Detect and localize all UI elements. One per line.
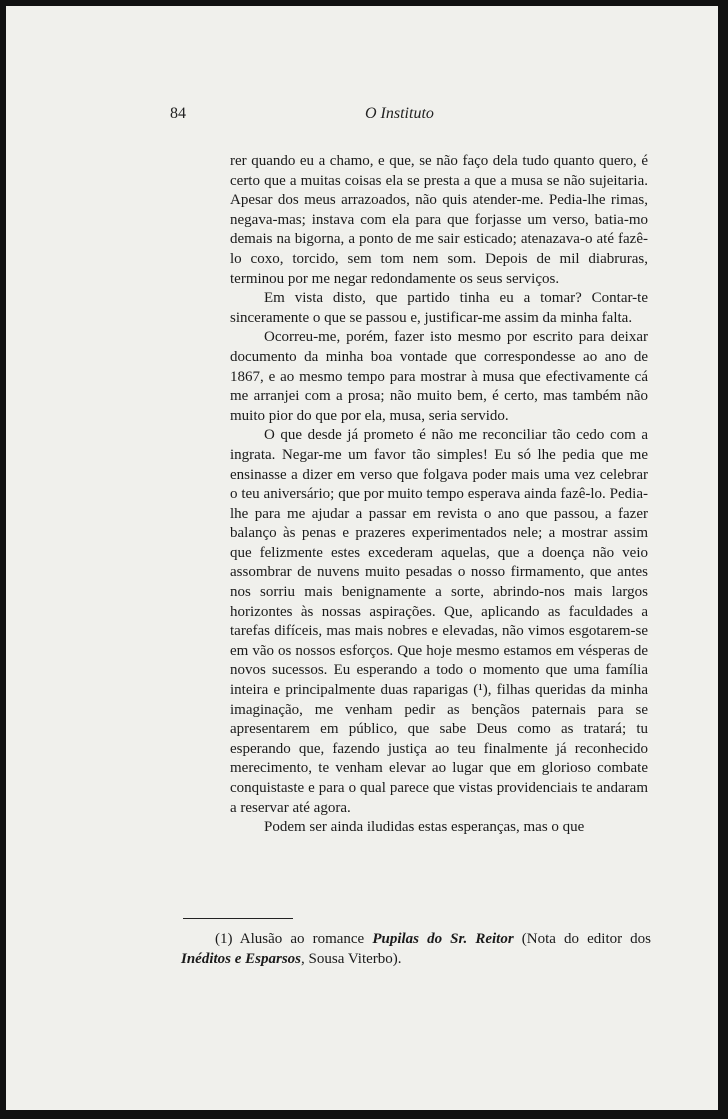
footnote-rule xyxy=(183,918,293,919)
page xyxy=(6,6,718,1110)
page-number: 84 xyxy=(170,105,186,122)
running-title: O Instituto xyxy=(365,105,434,122)
footnote-title-2: Inéditos e Esparsos xyxy=(181,951,302,967)
footnote-title-1: Pupilas do Sr. Reitor xyxy=(372,931,514,947)
footnote-tail: , Sousa Viterbo). xyxy=(301,951,402,967)
paragraph: rer quando eu a chamo, e que, se não faço dela tudo quanto quero, é certo que a muitas coisas ela se presta a que a musa se não sujeitaria. Apesar dos meus arrazoados, não quis atender-me. Pedia-lhe rimas, negava-mas; instava com ela para que forjasse um verso, batia-mo demais na bigorna, a ponto de me sair esticado; atenazava-o até fazê-lo coxo, torcido, sem tom nem som. Depois de mil diabruras, terminou por me negar redondamente os seus serviços. xyxy=(230,153,648,287)
paragraph: Ocorreu-me, porém, fazer isto mesmo por escrito para deixar documento da minha boa vontade que correspondesse ao ano de 1867, e ao mesmo tempo para mostrar à musa que efectivamente cá me arranjei com a prosa; não muito bem, é certo, mas também não muito pior do que por ela, musa, seria servido. xyxy=(230,329,648,424)
footnote-lead: Alusão ao romance xyxy=(239,931,365,947)
footnote-mid: (Nota do editor dos xyxy=(521,931,652,947)
paragraph: O que desde já prometo é não me reconciliar tão cedo com a ingrata. Negar-me um favor tão simples! Eu só lhe pedia que me ensinasse a dizer em verso que folgava poder mais uma vez celebrar o teu aniversário; que por muito tempo esperava ainda fazê-lo. Pedia-lhe para me ajudar a passar em revista o ano que passou, a fazer balanço às penas e prazeres experimentados nele; a mostrar assim que felizmente estes excederam aquelas, que a doença não veio assombrar de nuvens muito pesadas o nosso firmamento, que antes nos sorriu mais benignamente a sorte, abrindo-nos mais largos horizontes às nossas aspirações. Que, aplicando as faculdades a tarefas difíceis, mas mais nobres e elevadas, não vimos esgotarem-se em vão os nossos esforços. Que hoje mesmo estamos em vésperas de novos sucessos. Eu esperando a todo o momento que uma família inteira e principalmente duas raparigas (¹), filhas queridas da minha imaginação, me venham pedir as bençãos paternais para se apresentarem em público, que sabe Deus como as tratará; tu esperando que, fazendo justiça ao teu finalmente já reconhecido merecimento, te venham elevar ao lugar que em glorioso combate conquistaste e para o qual parece que vistas providenciais te andaram a reservar até agora. xyxy=(230,427,648,816)
paragraph: Em vista disto, que partido tinha eu a tomar? Contar-te sinceramente o que se passou e, justificar-me assim da minha falta. xyxy=(230,290,648,326)
body-text xyxy=(230,152,648,838)
footnote-marker: (1) xyxy=(215,931,233,947)
paragraph: Podem ser ainda iludidas estas esperanças, mas o que xyxy=(264,819,585,836)
footnote xyxy=(181,929,651,969)
page-header xyxy=(170,105,610,131)
